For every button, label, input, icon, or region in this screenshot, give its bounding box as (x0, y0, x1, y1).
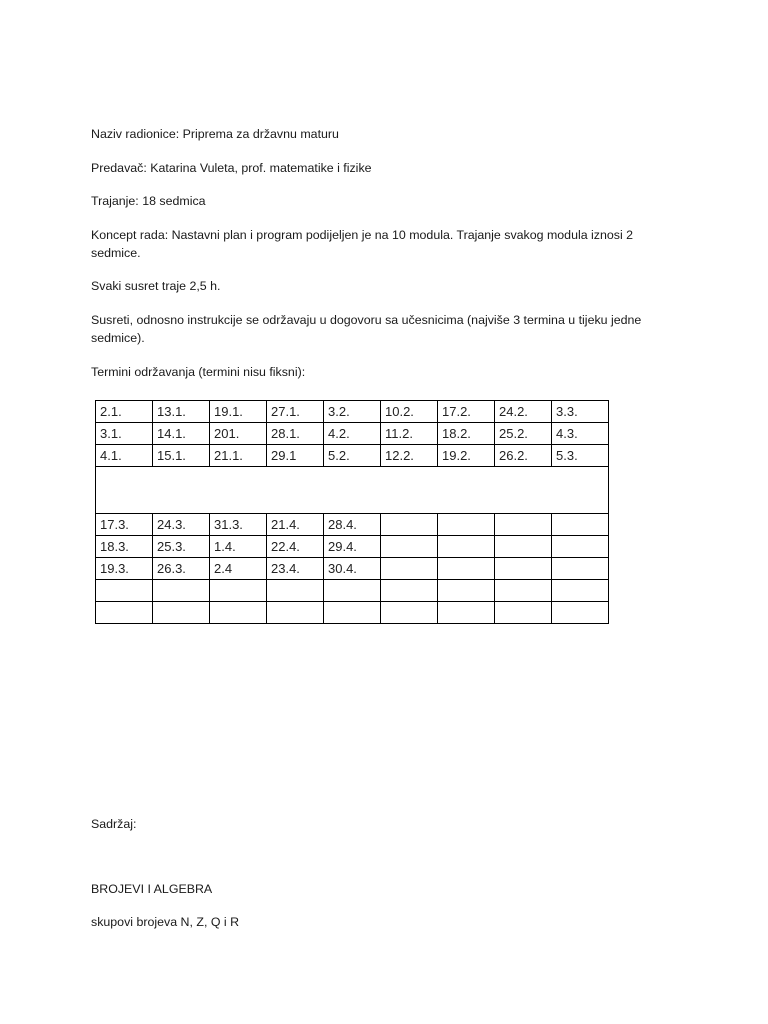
table-cell (438, 536, 495, 558)
table-cell: 24.3. (153, 514, 210, 536)
table-cell: 28.1. (267, 423, 324, 445)
table-cell (552, 536, 609, 558)
table-cell: 15.1. (153, 445, 210, 467)
table-cell (96, 602, 153, 624)
table-cell (495, 558, 552, 580)
table-cell: 17.3. (96, 514, 153, 536)
table-cell: 13.1. (153, 401, 210, 423)
section-title: BROJEVI I ALGEBRA (91, 882, 213, 896)
duration: Trajanje: 18 sedmica (91, 194, 206, 208)
table-spacer-row (96, 467, 609, 514)
table-cell: 23.4. (267, 558, 324, 580)
table-cell: 19.1. (210, 401, 267, 423)
table-row (96, 558, 609, 580)
table-cell: 28.4. (324, 514, 381, 536)
table-cell: 4.3. (552, 423, 609, 445)
schedule-heading: Termini održavanja (termini nisu fiksni): (91, 365, 306, 379)
table-cell (438, 602, 495, 624)
table-spacer-cell (96, 467, 609, 514)
table-cell: 21.4. (267, 514, 324, 536)
table-cell (381, 514, 438, 536)
table-cell: 5.3. (552, 445, 609, 467)
table-row (96, 423, 609, 445)
lecturer: Predavač: Katarina Vuleta, prof. matematike i fizike (91, 161, 372, 175)
table-cell: 5.2. (324, 445, 381, 467)
concept-paragraph: Koncept rada: Nastavni plan i program podijeljen je na 10 modula. Trajanje svakog modula iznosi 2 sedmice. (91, 228, 634, 260)
table-cell: 19.3. (96, 558, 153, 580)
table-cell (267, 580, 324, 602)
table-cell: 3.2. (324, 401, 381, 423)
table-cell: 26.2. (495, 445, 552, 467)
table-cell (552, 514, 609, 536)
table-cell (96, 580, 153, 602)
table-cell (381, 602, 438, 624)
table-cell: 29.1 (267, 445, 324, 467)
table-cell (552, 602, 609, 624)
table-cell (324, 602, 381, 624)
table-cell: 17.2. (438, 401, 495, 423)
table-cell (267, 602, 324, 624)
table-cell (153, 602, 210, 624)
table-cell: 31.3. (210, 514, 267, 536)
table-cell: 4.2. (324, 423, 381, 445)
table-cell: 27.1. (267, 401, 324, 423)
table-row (96, 445, 609, 467)
table-cell: 11.2. (381, 423, 438, 445)
table-cell: 12.2. (381, 445, 438, 467)
table-cell: 29.4. (324, 536, 381, 558)
table-cell (495, 536, 552, 558)
table-cell: 18.2. (438, 423, 495, 445)
table-cell: 25.3. (153, 536, 210, 558)
table-cell: 21.1. (210, 445, 267, 467)
table-row (96, 536, 609, 558)
table-cell (324, 580, 381, 602)
session-length: Svaki susret traje 2,5 h. (91, 279, 221, 293)
table-cell (210, 580, 267, 602)
table-cell: 22.4. (267, 536, 324, 558)
table-cell: 2.4 (210, 558, 267, 580)
table-row (96, 514, 609, 536)
table-cell: 26.3. (153, 558, 210, 580)
table-row (96, 580, 609, 602)
table-cell: 19.2. (438, 445, 495, 467)
table-row (96, 401, 609, 423)
topic-item: skupovi brojeva N, Z, Q i R (91, 915, 240, 929)
table-cell: 18.3. (96, 536, 153, 558)
table-cell (438, 580, 495, 602)
table-cell: 3.1. (96, 423, 153, 445)
table-cell: 30.4. (324, 558, 381, 580)
content-heading: Sadržaj: (91, 817, 137, 831)
workshop-name: Naziv radionice: Priprema za državnu maturu (91, 127, 339, 141)
schedule-table (95, 400, 609, 624)
table-cell: 24.2. (495, 401, 552, 423)
table-cell (153, 580, 210, 602)
table-cell (210, 602, 267, 624)
table-cell: 201. (210, 423, 267, 445)
table-cell (381, 558, 438, 580)
table-cell (552, 580, 609, 602)
table-cell (381, 580, 438, 602)
table-cell: 10.2. (381, 401, 438, 423)
table-cell: 1.4. (210, 536, 267, 558)
arrangement-paragraph: Susreti, odnosno instrukcije se održavaju u dogovoru sa učesnicima (najviše 3 termina u tijeku jedne sedmice). (91, 313, 642, 345)
table-cell: 14.1. (153, 423, 210, 445)
table-cell: 3.3. (552, 401, 609, 423)
table-row (96, 602, 609, 624)
table-cell (495, 514, 552, 536)
table-cell: 25.2. (495, 423, 552, 445)
table-cell (495, 580, 552, 602)
table-cell (495, 602, 552, 624)
table-cell (381, 536, 438, 558)
table-cell: 4.1. (96, 445, 153, 467)
table-cell (438, 514, 495, 536)
table-cell (438, 558, 495, 580)
table-cell: 2.1. (96, 401, 153, 423)
table-cell (552, 558, 609, 580)
